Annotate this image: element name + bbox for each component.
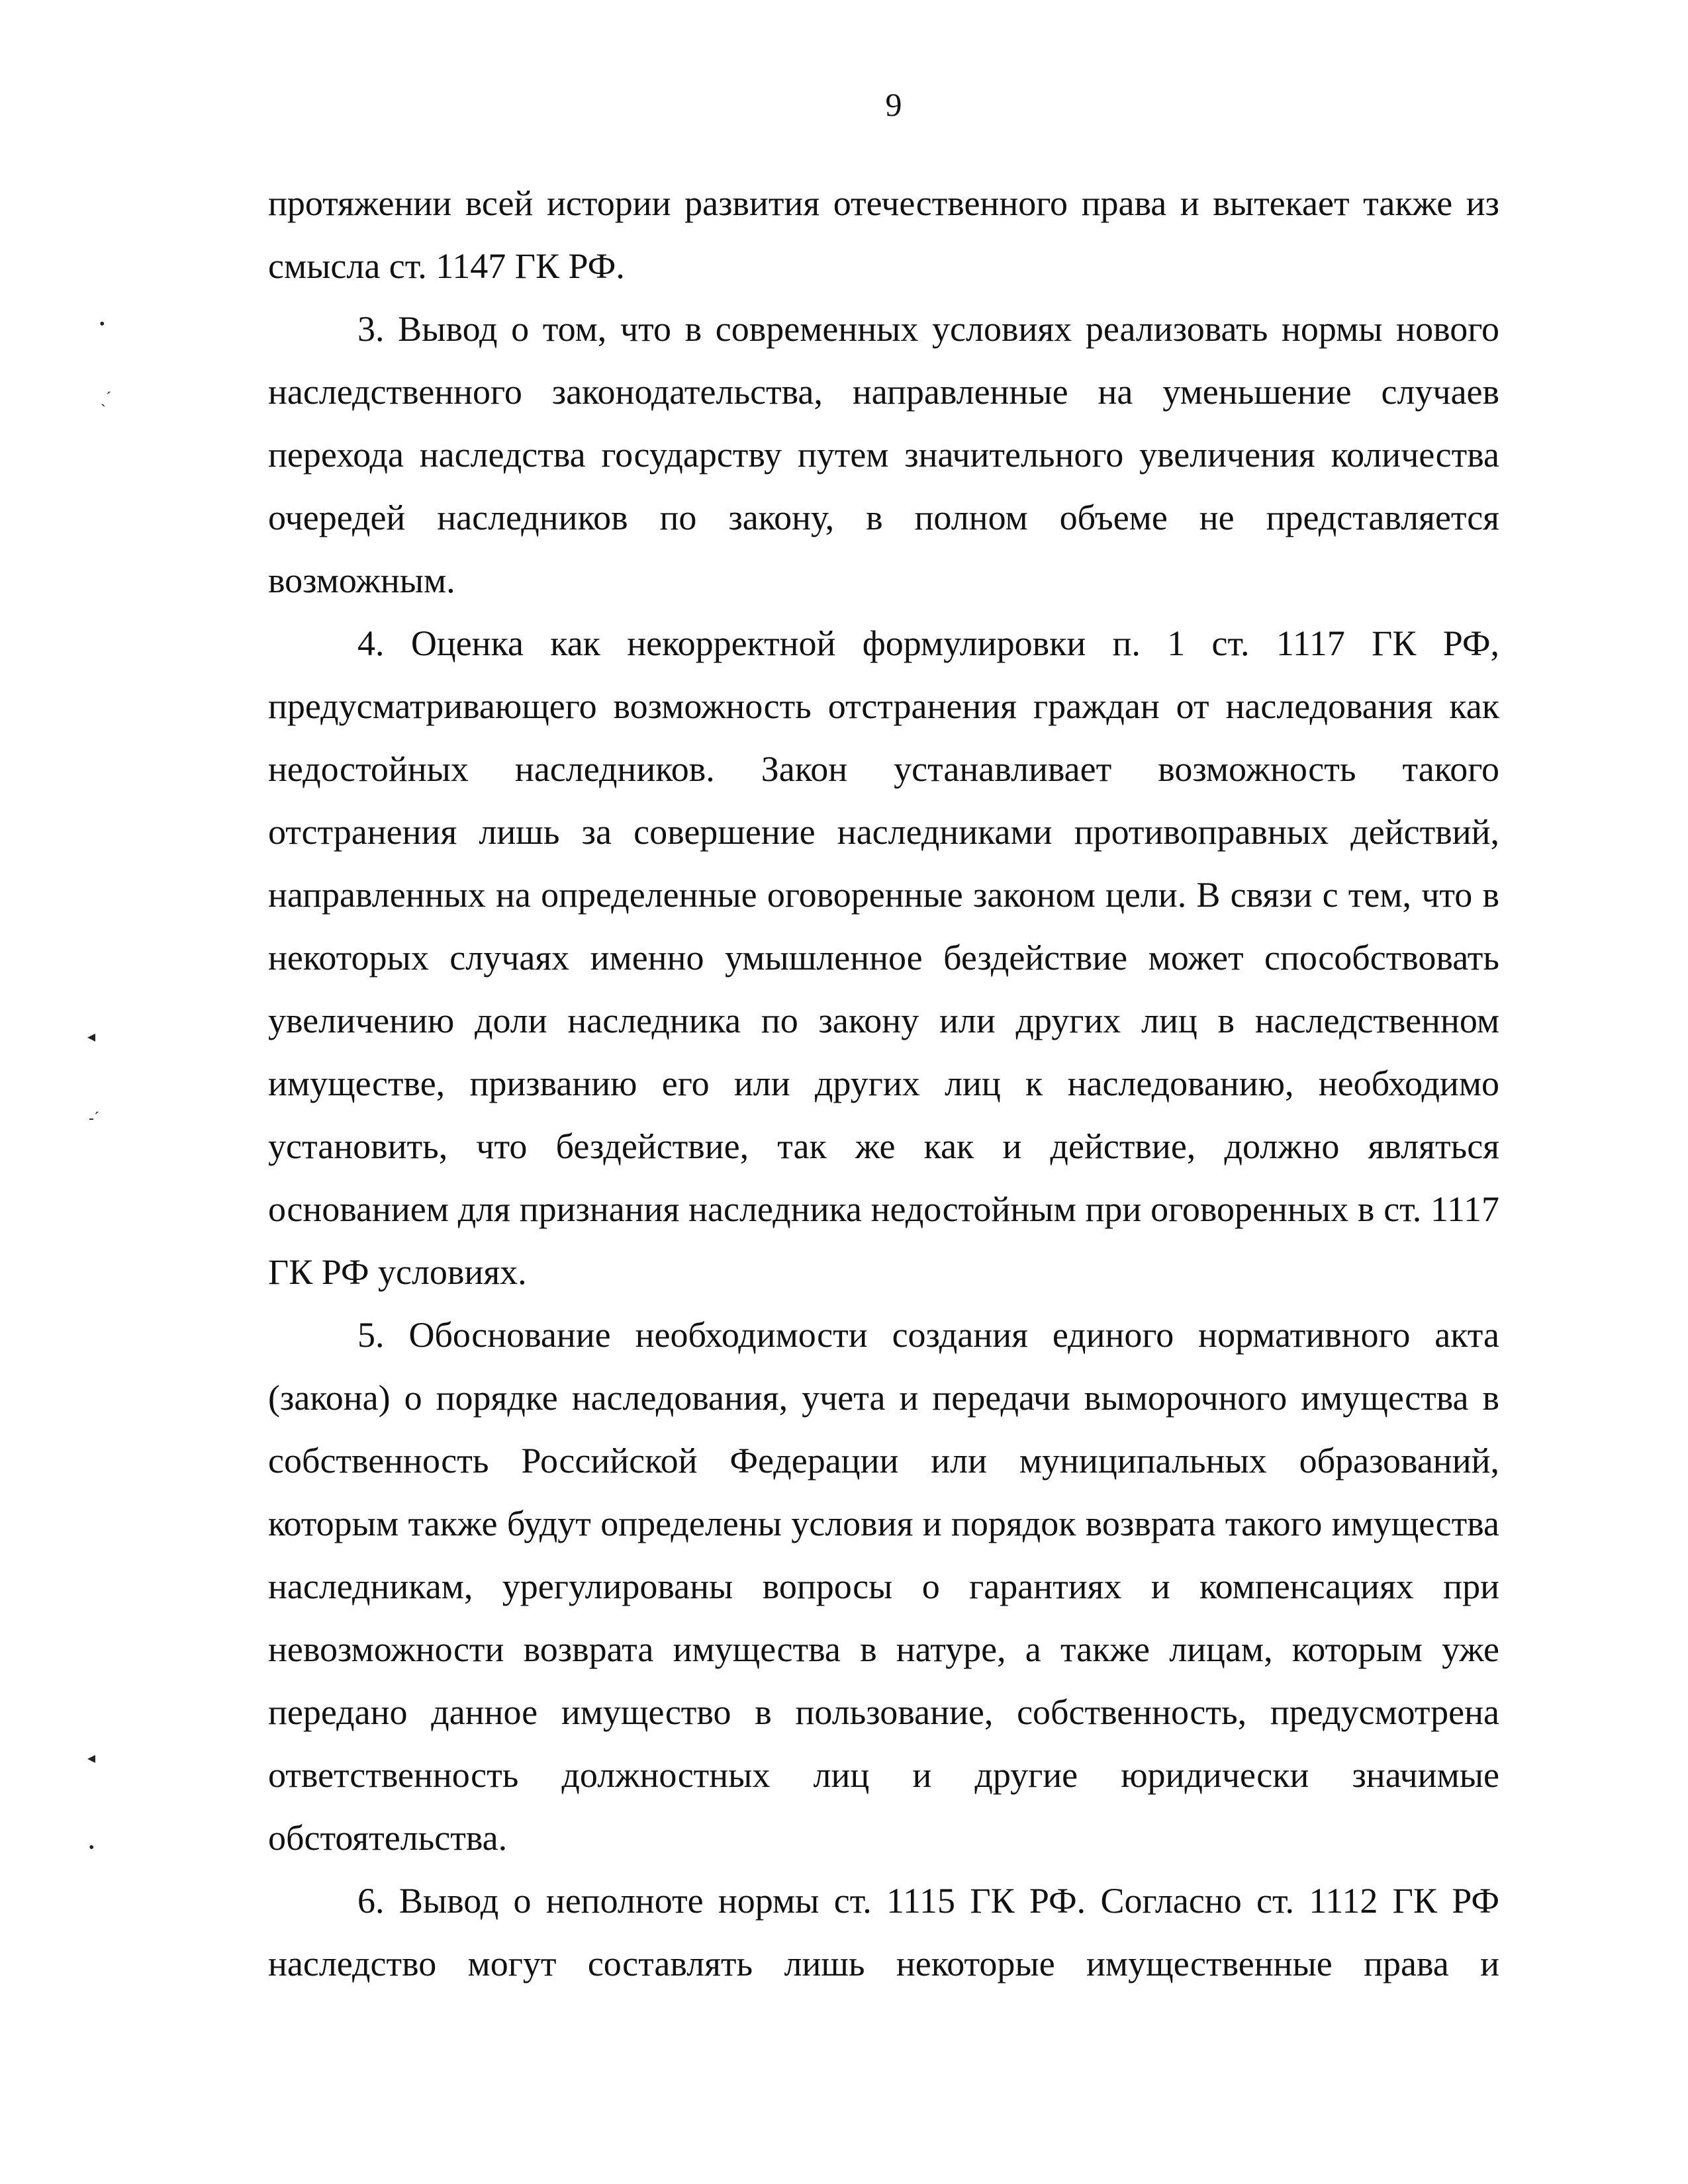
paragraph-item-6: 6. Вывод о неполноте нормы ст. 1115 ГК РФ. Согласно ст. 1112 ГК РФ наследство могут составлять лишь некоторые имущественные права и: [268, 1881, 1499, 1983]
paragraph-item-5: 5. Обоснование необходимости создания единого нормативного акта (закона) о порядке наследования, учета и передачи выморочного имущества в собственность Российской Федерации или муниципальных образований, которым также будут определены условия и порядок возврата такого имущества наследникам, урегулированы вопросы о гарантиях и компенсациях при невозможности возврата имущества в натуре, а также лицам, которым уже передано данное имущество в пользование, собственность, предусмотрена ответственность должностных лиц и другие юридически значимые обстоятельства.: [268, 1315, 1499, 1858]
scan-speck-mark: ˎ´: [101, 390, 111, 407]
scan-speck-mark: •: [89, 1839, 95, 1856]
page-number: 9: [885, 86, 902, 123]
paragraph-item-3: 3. Вывод о том, что в современных условиях реализовать нормы нового наследственного законодательства, направленные на уменьшение случаев перехода наследства государству путем значительного увеличения количества очередей наследников по закону, в полном объеме не представляется возможным.: [268, 309, 1499, 600]
document-body: [268, 172, 1499, 1995]
scan-speck-mark: ‐´: [89, 1110, 99, 1127]
scan-speck-mark: ◂: [87, 1750, 96, 1767]
paragraph-continuation: протяжении всей истории развития отечественного права и вытекает также из смысла ст. 1147 ГК РФ.: [268, 183, 1499, 286]
scan-speck-mark: ◂: [87, 1028, 96, 1046]
paragraph-item-4: 4. Оценка как некорректной формулировки п. 1 ст. 1117 ГК РФ, предусматривающего возможность отстранения граждан от наследования как недостойных наследников. Закон устанавливает возможность такого отстранения лишь за совершение наследниками противоправных действий, направленных на определенные оговоренные законом цели. В связи с тем, что в некоторых случаях именно умышленное бездействие может способствовать увеличению доли наследника по закону или других лиц в наследственном имуществе, призванию его или других лиц к наследованию, необходимо установить, что бездействие, так же как и действие, должно являться основанием для признания наследника недостойным при оговоренных в ст. 1117 ГК РФ условиях.: [268, 623, 1499, 1292]
scan-speck-mark: •: [99, 316, 105, 333]
